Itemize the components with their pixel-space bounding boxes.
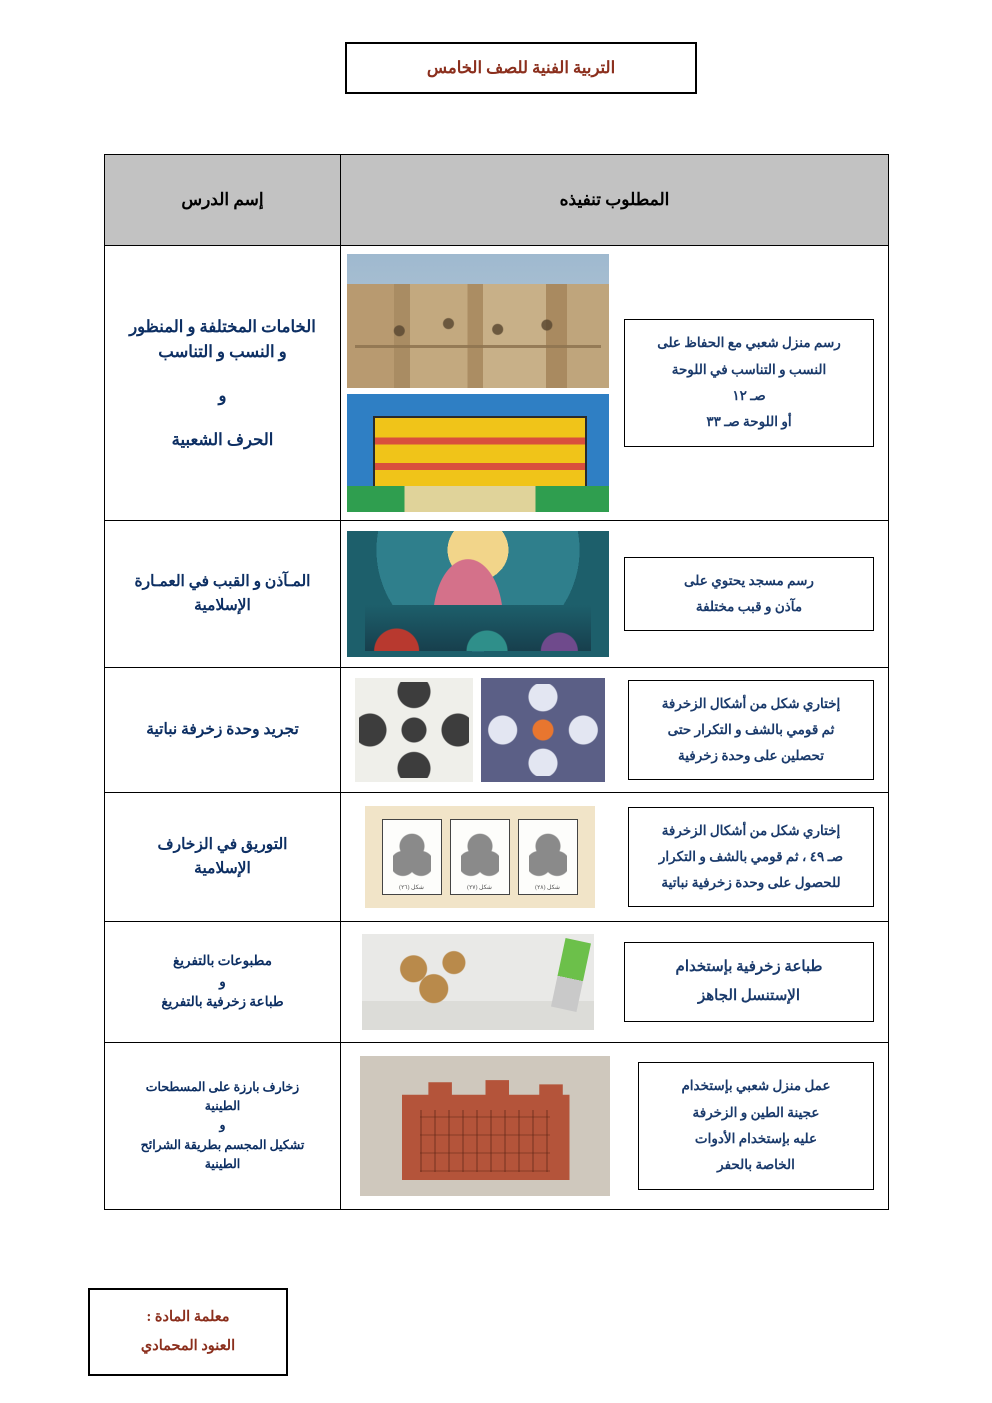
lesson-line: التوريق في الزخارف	[157, 835, 288, 853]
painted-colorful-building-photo	[347, 394, 609, 512]
task-images	[341, 246, 614, 520]
task-description-box	[628, 680, 874, 781]
task-cell	[341, 246, 889, 521]
lesson-line: الإسلامية	[194, 597, 251, 614]
task-description-box	[624, 319, 874, 446]
task-description-box	[624, 557, 874, 632]
lesson-line: و	[219, 973, 226, 989]
task-line: رسم منزل شعبي مع الحفاظ على	[657, 335, 841, 351]
lesson-line: طباعة زخرفية بالتفريغ	[161, 994, 284, 1010]
task-line: عليه بإستخدام الأدوات	[694, 1131, 818, 1146]
task-line: النسب و التناسب في اللوحة	[671, 361, 827, 377]
lesson-line: مطبوعات بالتفريغ	[173, 952, 272, 968]
task-line: رسم مسجد يحتوي على	[684, 572, 814, 588]
clay-slab-house-photo	[360, 1056, 610, 1196]
table-row	[105, 922, 889, 1043]
three-framed-leaf-drawings-photo	[365, 806, 595, 908]
lesson-line: الطينية	[204, 1098, 241, 1113]
task-line: عمل منزل شعبي بإستخدام	[681, 1078, 831, 1094]
task-line: إختاري شكل من أشكال الزخرفة	[661, 822, 841, 838]
task-line: إختاري شكل من أشكال الزخرفة	[661, 695, 841, 711]
task-cell	[341, 1043, 889, 1210]
task-images	[341, 798, 618, 916]
task-line: عجينة الطين و الزخرفة	[692, 1104, 820, 1120]
page-title: التربية الفنية للصف الخامس	[426, 58, 616, 77]
task-line: صـ ١٢	[732, 388, 766, 403]
column-header-lesson: إسم الدرس	[105, 155, 341, 246]
lesson-cell	[105, 1043, 341, 1210]
task-description-box	[624, 942, 874, 1023]
drawing-frame	[382, 819, 442, 895]
table-row	[105, 793, 889, 922]
lesson-cell	[105, 668, 341, 793]
lesson-cell	[105, 793, 341, 922]
drawing-caption: شكل (٢٧)	[467, 885, 492, 891]
lesson-cell	[105, 922, 341, 1043]
teacher-label: معلمة المادة :	[146, 1309, 230, 1325]
drawing-caption: شكل (٢٦)	[399, 885, 424, 891]
drawing-caption: شكل (٢٨)	[535, 885, 560, 891]
task-line: للحصول على وحدة زخرفية نباتية	[661, 875, 841, 891]
task-images	[341, 523, 614, 665]
lesson-line: و	[219, 1118, 226, 1133]
table-row	[105, 668, 889, 793]
teacher-signature-box	[88, 1288, 288, 1376]
task-description-box	[628, 807, 874, 908]
task-cell	[341, 922, 889, 1043]
dark-floral-tile-photo	[355, 678, 473, 782]
table-header-row	[105, 155, 889, 246]
task-line: مآذن و قبب مختلفة	[695, 599, 803, 614]
mud-brick-village-photo	[347, 254, 609, 388]
task-cell	[341, 521, 889, 668]
table-row	[105, 246, 889, 521]
lesson-line: زخارف بارزة على المسطحات	[145, 1079, 300, 1094]
task-description-box	[638, 1062, 874, 1189]
table-row	[105, 1043, 889, 1210]
task-line: أو اللوحة صـ ٣٣	[706, 414, 792, 430]
lesson-line: الإسلامية	[194, 860, 251, 877]
lesson-line: المـآذن و القبب في العمـارة	[134, 572, 311, 590]
teacher-name: العنود المحمادي	[140, 1338, 236, 1354]
task-line: ثم قومي بالشف و التكرار حتى	[667, 721, 835, 737]
lesson-line: الحرف الشعبية	[171, 429, 274, 449]
task-cell	[341, 793, 889, 922]
task-line: تحصلين على وحدة زخرفية	[677, 748, 824, 764]
task-line: صـ ٤٩ ، ثم قومي بالشف و التكرار	[658, 848, 844, 864]
lesson-line: الطينية	[204, 1157, 241, 1172]
task-images	[341, 670, 618, 790]
stencil-printing-photo	[362, 934, 594, 1030]
lesson-line: و	[218, 386, 227, 405]
drawing-frame	[450, 819, 510, 895]
lesson-cell	[105, 521, 341, 668]
document-title-box	[345, 42, 697, 94]
blue-orange-floral-tile-photo	[481, 678, 605, 782]
task-images	[341, 1048, 628, 1204]
column-header-task: المطلوب تنفيذه	[341, 155, 889, 246]
lesson-line: تشكيل المجسم بطريقة الشرائح	[140, 1137, 305, 1152]
lesson-line: و النسب و التناسب	[158, 342, 287, 362]
task-line: الإستنسل الجاهز	[697, 988, 800, 1004]
task-line: طباعة زخرفية بإستخدام	[675, 958, 823, 975]
lesson-cell	[105, 246, 341, 521]
mosque-painting-photo	[347, 531, 609, 657]
lesson-line: الخامات المختلفة و المنظور	[129, 316, 316, 336]
drawing-frame	[518, 819, 578, 895]
lesson-line: تجريد وحدة زخرفة نباتية	[146, 720, 299, 738]
task-cell	[341, 668, 889, 793]
table-row	[105, 521, 889, 668]
task-line: الخاصة بالحفر	[717, 1157, 795, 1173]
lessons-table	[104, 154, 889, 1210]
task-images	[341, 926, 614, 1038]
